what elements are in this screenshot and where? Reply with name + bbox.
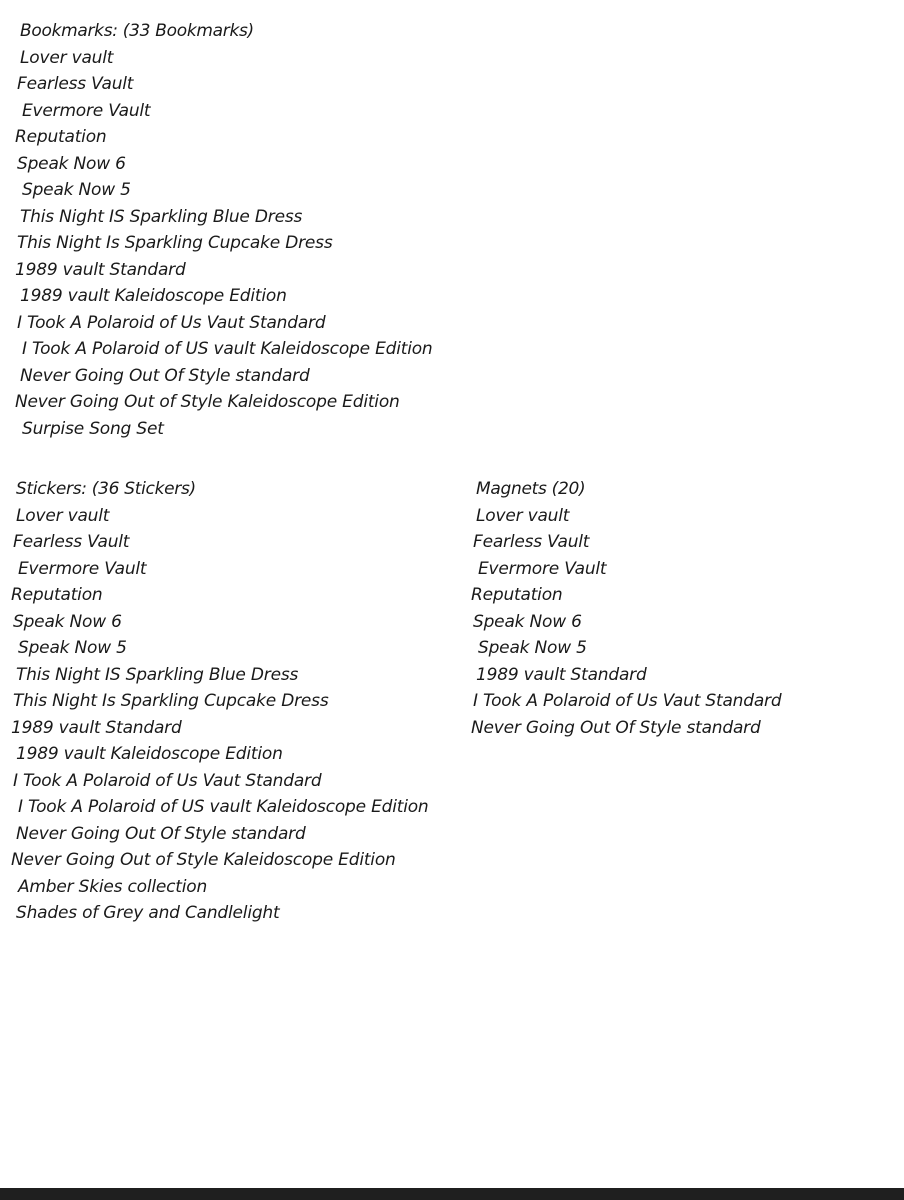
stickers-heading: Stickers: (36 Stickers) <box>16 479 196 499</box>
bookmark-item: Speak Now 6 <box>17 153 126 174</box>
sticker-item: Reputation <box>11 585 103 605</box>
magnet-item: Speak Now 6 <box>473 611 582 632</box>
bookmark-item: This Night IS Sparkling Blue Dress <box>20 206 303 227</box>
bookmark-item: Surpise Song Set <box>22 418 164 439</box>
sticker-item: Shades of Grey and Candlelight <box>16 903 280 923</box>
sticker-item: Speak Now 5 <box>18 638 127 658</box>
sticker-item: Lover vault <box>16 505 110 526</box>
bookmark-item: Never Going Out of Style Kaleidoscope Edition <box>15 392 400 412</box>
bookmark-item: This Night Is Sparkling Cupcake Dress <box>17 233 333 253</box>
magnet-item: I Took A Polaroid of Us Vaut Standard <box>473 691 782 711</box>
magnet-item: Evermore Vault <box>478 558 607 579</box>
bookmark-item: Lover vault <box>20 47 114 68</box>
magnet-item: 1989 vault Standard <box>476 664 647 685</box>
sticker-item: This Night Is Sparkling Cupcake Dress <box>13 691 329 711</box>
bookmark-item: I Took A Polaroid of US vault Kaleidoscope Edition <box>22 339 433 359</box>
sticker-item: This Night IS Sparkling Blue Dress <box>16 664 299 685</box>
magnet-item: Never Going Out Of Style standard <box>471 717 761 738</box>
sticker-item: 1989 vault Standard <box>11 717 182 738</box>
sticker-item: I Took A Polaroid of Us Vaut Standard <box>13 770 322 791</box>
magnets-heading: Magnets (20) <box>476 479 586 499</box>
bookmarks-list <box>15 18 433 442</box>
bookmark-item: 1989 vault Kaleidoscope Edition <box>20 286 287 306</box>
bookmark-item: Evermore Vault <box>22 100 151 121</box>
bookmark-item: I Took A Polaroid of Us Vaut Standard <box>17 312 326 333</box>
magnet-item: Lover vault <box>476 505 570 526</box>
sticker-item: Evermore Vault <box>18 558 147 579</box>
bookmark-item: 1989 vault Standard <box>15 259 186 280</box>
bookmark-item: Reputation <box>15 127 107 147</box>
bookmark-item: Speak Now 5 <box>22 180 131 200</box>
magnet-item: Reputation <box>471 585 563 605</box>
magnet-item: Fearless Vault <box>473 532 590 552</box>
sticker-item: Never Going Out Of Style standard <box>16 823 306 844</box>
sticker-item: Fearless Vault <box>13 532 130 552</box>
sticker-item: Amber Skies collection <box>18 876 208 897</box>
magnets-list <box>471 476 782 741</box>
magnet-item: Speak Now 5 <box>478 638 587 658</box>
sticker-item: Never Going Out of Style Kaleidoscope Edition <box>11 850 396 870</box>
sticker-item: I Took A Polaroid of US vault Kaleidoscope Edition <box>18 797 429 817</box>
bookmark-item: Fearless Vault <box>17 74 134 94</box>
bookmark-item: Never Going Out Of Style standard <box>20 365 310 386</box>
sticker-item: 1989 vault Kaleidoscope Edition <box>16 744 283 764</box>
bottom-bar <box>0 1188 904 1200</box>
stickers-list <box>11 476 429 927</box>
bookmarks-heading: Bookmarks: (33 Bookmarks) <box>20 21 254 41</box>
sticker-item: Speak Now 6 <box>13 611 122 632</box>
